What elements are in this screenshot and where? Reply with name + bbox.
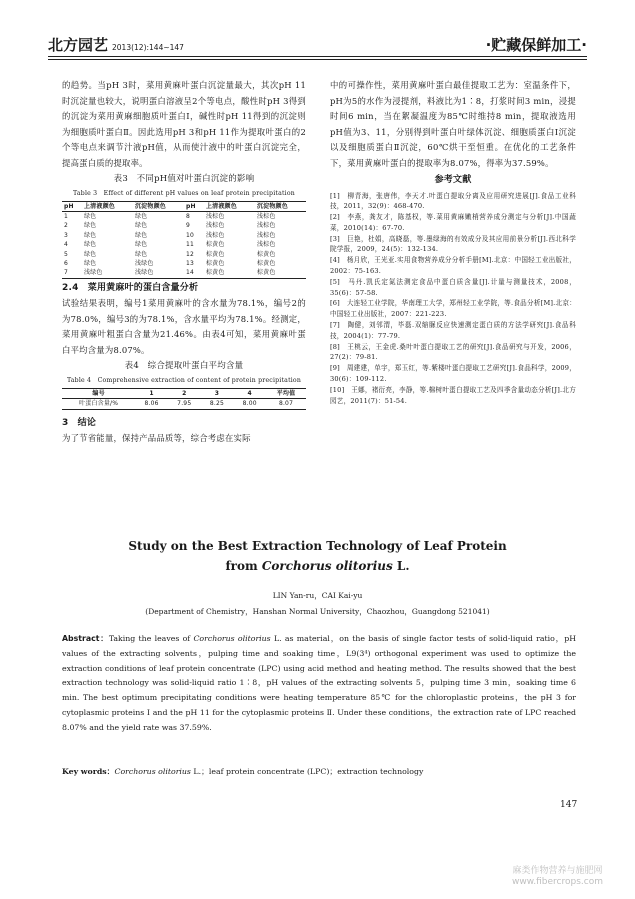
reference-item: [5] 马丹.凯氏定氮法测定食品中蛋白质含量[J].计量与测量技术，2008，35(6)：57-58. (330, 277, 576, 297)
table4-header: 3 (201, 388, 234, 398)
table-row (62, 211, 306, 221)
english-title (0, 536, 635, 576)
table-row (62, 259, 306, 268)
table-cell: 浅棕色 (205, 222, 225, 230)
reference-item: [1] 柳青海，张唐伟，李天才.叶蛋白提取分离及应用研究进展[J].食品工业科技，2011，32(9)：468-470. (330, 191, 576, 211)
table4-header: 平均值 (266, 388, 306, 398)
table-row (62, 221, 306, 230)
table-cell: 8 (185, 212, 190, 220)
header-rule (48, 56, 587, 57)
table-cell: 棕黄色 (256, 250, 276, 258)
abstract-text-pre: Taking the leaves of (108, 634, 194, 643)
watermark-line1: 麻类作物营养与施肥网 (512, 866, 603, 876)
table-cell: 6 (64, 259, 69, 267)
table4-data-row (62, 399, 306, 409)
table4-caption-en: Table 4 Comprehensive extraction of content of protein precipitation (66, 376, 302, 384)
table-row (62, 240, 306, 249)
table-cell: 棕黄色 (256, 259, 276, 267)
title-species: Corchorus olitorius (261, 559, 393, 573)
table-cell: 4 (64, 241, 69, 249)
table-row (62, 250, 306, 259)
table4-header-row (62, 388, 306, 398)
table-cell: 浅棕色 (256, 231, 276, 239)
table3-header: 沉淀物颜色 (255, 201, 306, 211)
table-cell: 绿色 (83, 231, 97, 239)
table-cell: 9 (185, 222, 190, 230)
table3-header-row (62, 201, 306, 211)
table4-cell: 7.95 (168, 399, 201, 409)
table3-header: 上清液颜色 (204, 201, 255, 211)
references-list (330, 191, 576, 407)
table-cell: 棕黄色 (205, 259, 225, 267)
table-cell: 绿色 (134, 231, 148, 239)
table-cell: 浅棕色 (205, 231, 225, 239)
table-cell: 1 (64, 212, 69, 220)
authors: LIN Yan-ru，CAI Kai-yu (272, 591, 363, 600)
table3-body (62, 211, 306, 278)
table-cell: 绿色 (134, 222, 148, 230)
table-cell: 浅棕色 (205, 212, 225, 220)
table-cell: 棕黄色 (255, 268, 306, 278)
table-cell: 14 (184, 268, 204, 278)
abstract-text: L. as material，on the basis of single factor tests of solid-liquid ratio，pH values of the extracting solvents，pulping time and soaking time，L9(3⁴) orthogonal experiment was used to optimize the extraction conditions of leaf protein concentrate (LPC) using acid method and heating method. The results showed that the best extraction technology was solid-liquid ratio 1∶8，pH values of the extracting solvents 5，pulping time 3 min，soaking time 6 min. The best optimum precipitating conditions were heating temperature 85℃ for the chloroplastic proteins，the pH 3 for cytoplasmic proteins Ⅰ and the pH 11 for the cytoplasmic proteins Ⅱ. Under these conditions，the extraction rate of LPC reached 8.07% and the yield rate was 37.59%. (62, 634, 576, 732)
section-3-heading: 3 结论 (62, 417, 97, 428)
table-cell: 13 (185, 259, 195, 267)
table4-cell: 8.00 (233, 399, 266, 409)
table-cell: 浅棕色 (256, 212, 276, 220)
table4-header: 4 (233, 388, 266, 398)
table-cell: 12 (185, 250, 195, 258)
affiliation: (Department of Chemistry，Hanshan Normal University，Chaozhou，Guangdong 521041) (145, 607, 490, 616)
table-cell: 绿色 (83, 222, 97, 230)
table-cell: 绿色 (83, 241, 97, 249)
page-number: 147 (560, 800, 578, 810)
table-cell: 绿色 (134, 212, 148, 220)
header-rule-thin (48, 59, 587, 60)
table-cell: 11 (185, 241, 195, 249)
table-cell: 7 (62, 268, 82, 278)
title-prefix: from (225, 559, 262, 573)
table-cell: 绿色 (83, 259, 97, 267)
table-cell: 浅绿色 (133, 268, 184, 278)
references-heading: 参考文献 (434, 175, 472, 185)
reference-item: [7] 陶健，刘邻渭，毕磊.双缩脲反应快速测定蛋白质的方法学研究[J].食品科技，2004(1)：77-79. (330, 321, 576, 340)
reference-item: [9] 周建建，单宇，郑玉红，等.紫楼叶蛋白提取工艺研究[J].食品科学，2009，30(6)：109-112. (330, 364, 576, 384)
protein-content-paragraph: 试验结果表明，编号1菜用黄麻叶的含水量为78.1%，编号2的为78.0%，编号3的为78.1%，含水量平均为78.1%。经测定，菜用黄麻叶粗蛋白含量为21.46%。由表4可知，菜用黄麻叶蛋白平均含量为8.07%。 (62, 298, 306, 355)
reference-item: [6] 大连轻工业学院，华南理工大学，郑州轻工业学院，等.食品分析[M].北京：中国轻工业出版社，2007：221-223. (330, 299, 576, 319)
table3-caption: 表3 不同pH值对叶蛋白沉淀的影响 (113, 174, 255, 184)
table-cell: 棕黄色 (204, 268, 255, 278)
reference-item: [10] 王娜，褚衍亮，李静，等.棉树叶蛋白提取工艺及四季含量动态分析[J].北方园艺，2011(7)：51-54. (330, 385, 576, 405)
journal-header (48, 34, 184, 55)
left-column (62, 78, 306, 447)
table-cell: 浅绿色 (82, 268, 133, 278)
watermark (512, 866, 603, 888)
table4-header: 1 (135, 388, 168, 398)
table3-header: 沉淀物颜色 (133, 201, 184, 211)
table4-header: 编号 (62, 388, 135, 398)
conclusion-paragraph: 为了节省能量，保持产品品质等，综合考虑在实际 (62, 433, 251, 444)
abstract-species: Corchorus olitorius (193, 634, 271, 643)
table-cell: 3 (64, 231, 69, 239)
table-cell: 绿色 (134, 250, 148, 258)
right-column (330, 78, 576, 406)
table-row (62, 268, 306, 278)
table4-cell: 8.06 (135, 399, 168, 409)
keywords-text: L.；leaf protein concentrate (LPC)；extraction technology (190, 767, 424, 776)
section-header: ·贮藏保鲜加工· (485, 36, 587, 54)
abstract-label: Abstract： (62, 634, 109, 643)
table3-caption-en: Table 3 Effect of different pH values on leaf protein precipitation (73, 189, 295, 197)
table-cell: 绿色 (134, 241, 148, 249)
table4 (62, 388, 306, 410)
journal-source: 2013(12):144~147 (112, 43, 184, 52)
keywords (62, 765, 576, 779)
table3-header: pH (184, 201, 204, 211)
table-cell: 10 (185, 231, 195, 239)
keywords-label: Key words： (62, 767, 115, 776)
table-cell: 绿色 (83, 250, 97, 258)
english-title-line2 (0, 556, 635, 576)
table3-header: 上清液颜色 (82, 201, 133, 211)
table4-row-label: 叶蛋白含量/% (62, 399, 135, 409)
reference-item: [2] 李燕，龚友才，陈基权，等.菜用黄麻嫩梢营养成分测定与分析[J].中国蔬菜，2010(14)：67-70. (330, 213, 576, 232)
table-cell: 5 (64, 250, 69, 258)
reference-item: [3] 巨艳，杜娟，高晓磊，等.墨绿海的有效成分及其应用前景分析[J].西北科学院学报，2009，24(5)：132-134. (330, 234, 576, 254)
english-title-line1: Study on the Best Extraction Technology of Leaf Protein (128, 539, 507, 553)
table4-header: 2 (168, 388, 201, 398)
conclusion-continued-paragraph: 中的可操作性，菜用黄麻叶蛋白最佳提取工艺为：室温条件下，pH为5的水作为浸提剂，料液比为1∶8，打浆时间3 min，浸提时间6 min，当在絮凝温度为85℃时维持8 min，提取液选用pH值为3、11，分别得到叶蛋白叶绿体沉淀、细胞质蛋白Ⅰ沉淀以及细胞质蛋白Ⅱ沉淀，60℃烘干至恒重。在优化的工艺条件下，菜用黄麻叶蛋白的提取率为8.07%，得率为37.59%。 (330, 80, 576, 168)
table-cell: 浅绿色 (134, 259, 154, 267)
reference-item: [8] 王桃云，王金虎.桑叶叶蛋白提取工艺的研究[J].食品研究与开发，2006，27(2)：79-81. (330, 342, 576, 362)
table-cell: 2 (64, 222, 69, 230)
table-row (62, 231, 306, 240)
table3-header: pH (62, 201, 82, 211)
table4-cell: 8.25 (201, 399, 234, 409)
table-cell: 浅棕色 (256, 241, 276, 249)
reference-item: [4] 杨月欣，王光亚.实用食物营养成分分析手册[M].北京：中国轻工业出版社，2002：75-163. (330, 256, 576, 276)
table4-cell: 8.07 (266, 399, 306, 409)
section-2-4-heading: 2.4 菜用黄麻叶的蛋白含量分析 (62, 282, 199, 293)
journal-name: 北方园艺 (48, 36, 109, 54)
title-suffix: L. (392, 559, 410, 573)
table-cell: 绿色 (83, 212, 97, 220)
results-paragraph: 的趋势。当pH 3时，菜用黄麻叶蛋白沉淀量最大，其次pH 11时沉淀量也较大，说明蛋白溶液呈2个等电点，酸性时pH 3得到的沉淀为菜用黄麻细胞质叶蛋白Ⅰ，碱性时pH 11得到的沉淀则为细胞质叶蛋白Ⅱ。因此选用pH 3和pH 11作为提取叶蛋白的2个等电点来调节汁液pH值，从而使汁液中的叶蛋白沉淀完全，提高蛋白质的提取率。 (62, 80, 306, 168)
abstract (62, 632, 576, 736)
table-cell: 棕黄色 (205, 241, 225, 249)
keywords-species: Corchorus olitorius (114, 767, 191, 776)
table4-caption: 表4 综合提取叶蛋白平均含量 (124, 361, 244, 372)
table-cell: 浅棕色 (256, 222, 276, 230)
table-cell: 棕黄色 (205, 250, 225, 258)
watermark-line2: www.fibercrops.com (512, 877, 603, 887)
table3 (62, 201, 306, 279)
